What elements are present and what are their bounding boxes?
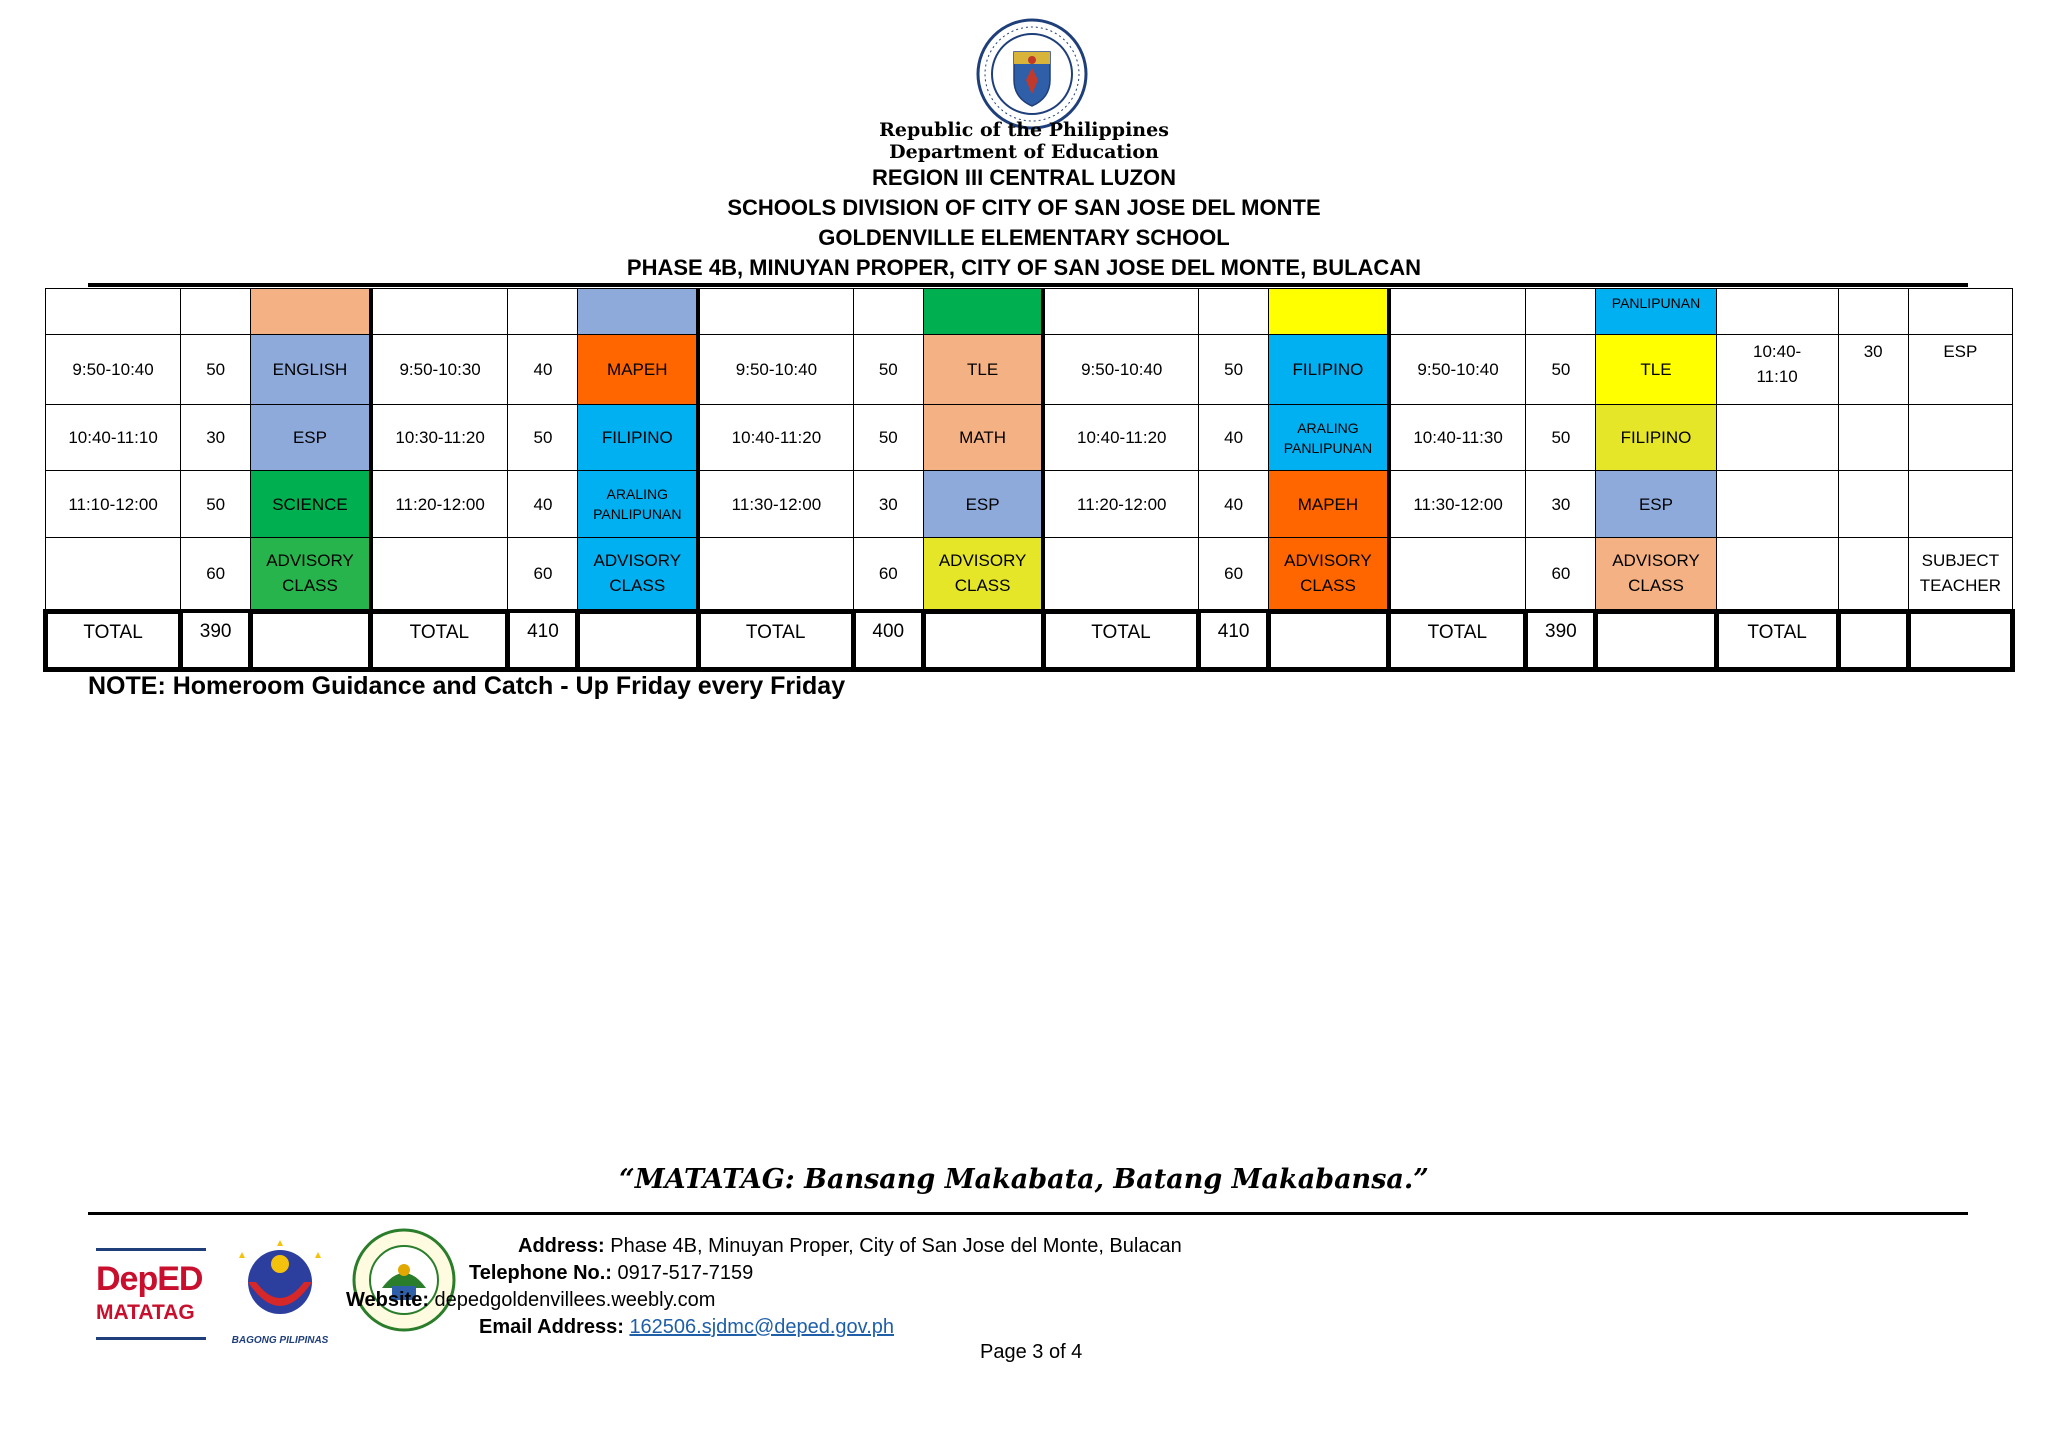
header-republic: Republic of the Philippines [879,119,1169,141]
table-cell [923,611,1043,669]
time-cell: 10:40-11:30 [1389,405,1526,471]
minutes-cell: 50 [508,405,578,471]
minutes-cell: 60 [1526,537,1596,611]
time-cell: 11:20-12:00 [371,471,508,537]
table-cell [46,537,181,611]
deped-seal-logo [976,18,1088,130]
subject-cell [923,289,1043,335]
minutes-cell: 60 [853,537,923,611]
deped-logo-text: DepED [96,1260,203,1298]
time-cell: 10:40-11:20 [1043,405,1198,471]
total-label: TOTAL [46,611,181,669]
header-school-name: GOLDENVILLE ELEMENTARY SCHOOL [818,225,1230,250]
footer-address [518,1233,1182,1259]
header-divider [88,283,1968,287]
subject-cell [251,289,371,335]
total-label: TOTAL [371,611,508,669]
minutes-cell: 60 [1199,537,1269,611]
subject-line-1: ADVISORY [1284,551,1372,571]
class-schedule-table [43,288,2015,672]
minutes-cell: 50 [1199,335,1269,405]
subject-cell: TLE [1596,335,1716,405]
subject-cell [1908,537,2012,611]
header-department: Department of Education [889,141,1159,163]
table-cell [1838,537,1908,611]
subject-cell [578,471,698,537]
header-school-address: PHASE 4B, MINUYAN PROPER, CITY OF SAN JOSE DEL MONTE, BULACAN [626,255,1422,280]
address-value: Phase 4B, Minuyan Proper, City of San Jose del Monte, Bulacan [610,1235,1182,1257]
total-value: 390 [1526,611,1596,669]
subject-cell [1269,405,1389,471]
subject-line-2: PANLIPUNAN [1283,439,1373,456]
table-cell [1908,289,2012,335]
subject-cell [578,289,698,335]
minutes-cell: 30 [853,471,923,537]
total-label: TOTAL [1389,611,1526,669]
subject-cell [1269,289,1389,335]
subject-line-2: CLASS [1628,576,1684,596]
table-cell [1716,537,1838,611]
subject-line-1: ADVISORY [938,551,1027,571]
subject-line-1: ADVISORY [266,551,354,571]
table-cell [1043,289,1198,335]
email-label: Email Address: [479,1316,624,1338]
minutes-cell: 50 [1526,335,1596,405]
subject-cell: MATH [923,405,1043,471]
table-cell [46,289,181,335]
table-row [46,335,2013,405]
subject-cell: ENGLISH [251,335,371,405]
subject-cell: MAPEH [578,335,698,405]
subject-cell [578,537,698,611]
subject-line-1: SUBJECT [1921,551,2000,571]
time-cell: 10:40-11:20 [698,405,853,471]
time-cell [1716,335,1838,405]
website-label: Website: [346,1289,429,1311]
table-cell [578,611,698,669]
deped-matatag-logo [96,1248,208,1358]
table-cell [1838,289,1908,335]
time-cell: 9:50-10:40 [698,335,853,405]
matatag-logo-text: MATATAG [96,1301,195,1324]
minutes-cell: 40 [508,471,578,537]
subject-cell [1269,537,1389,611]
subject-cell [1596,537,1716,611]
totals-row [46,611,2013,669]
time-cell: 11:30-12:00 [1389,471,1526,537]
subject-line-2: CLASS [1300,576,1356,596]
table-cell [1908,405,2012,471]
website-value: depedgoldenvillees.weebly.com [434,1289,716,1311]
address-label: Address: [518,1235,605,1257]
deped-motto: “MATATAG: Bansang Makabata, Batang Makabansa.” [619,1164,1429,1195]
bagong-logo-text: BAGONG PILIPINAS [231,1335,329,1346]
minutes-cell: 40 [1199,405,1269,471]
time-cell: 9:50-10:40 [46,335,181,405]
table-cell [371,289,508,335]
subject-cell: ESP [923,471,1043,537]
time-start: 10:40- [1753,342,1802,362]
total-value [1838,611,1908,669]
table-cell [1596,611,1716,669]
telephone-label: Telephone No.: [469,1262,612,1284]
total-label: TOTAL [1716,611,1838,669]
table-cell [251,611,371,669]
bagong-pilipinas-logo [222,1240,338,1352]
minutes-cell: 50 [853,405,923,471]
time-cell: 10:30-11:20 [371,405,508,471]
subject-cell: FILIPINO [1596,405,1716,471]
footer-website [346,1287,715,1313]
header-region: REGION III CENTRAL LUZON [872,165,1176,190]
subject-line-1: ADVISORY [1612,551,1700,571]
subject-cell: PANLIPUNAN [1596,289,1716,335]
telephone-value: 0917-517-7159 [617,1262,754,1284]
total-label: TOTAL [1043,611,1198,669]
footer-telephone [469,1260,753,1286]
table-cell [508,289,578,335]
time-cell: 11:10-12:00 [46,471,181,537]
minutes-cell: 30 [1526,471,1596,537]
minutes-cell: 30 [1838,335,1908,405]
subject-cell: ESP [251,405,371,471]
subject-cell: ESP [1596,471,1716,537]
time-cell: 11:20-12:00 [1043,471,1198,537]
minutes-cell: 40 [1199,471,1269,537]
minutes-cell: 50 [181,335,251,405]
table-row [46,289,2013,335]
table-cell [1526,289,1596,335]
table-cell [1389,537,1526,611]
table-cell [1043,537,1198,611]
table-cell [181,289,251,335]
table-cell [1908,471,2012,537]
table-cell [1838,405,1908,471]
table-cell [698,537,853,611]
table-cell [1908,611,2012,669]
subject-line-1: ADVISORY [593,551,682,571]
subject-line-1: ARALING [1297,419,1359,436]
table-cell [1269,611,1389,669]
minutes-cell: 60 [508,537,578,611]
table-cell [1716,405,1838,471]
subject-line-1: ARALING [606,486,669,503]
table-cell [698,289,853,335]
table-row [46,471,2013,537]
subject-line-2: CLASS [609,576,666,596]
subject-line-2: TEACHER [1919,576,2001,596]
subject-line-2: CLASS [282,576,338,596]
total-label: TOTAL [698,611,853,669]
page-number: Page 3 of 4 [980,1341,1083,1363]
subject-cell: TLE [923,335,1043,405]
table-row [46,537,2013,611]
total-value: 400 [853,611,923,669]
table-cell [1716,471,1838,537]
subject-line-2: PANLIPUNAN [593,506,682,523]
table-row [46,405,2013,471]
time-cell: 11:30-12:00 [698,471,853,537]
table-cell [371,537,508,611]
logo-bar [96,1337,206,1340]
footer-divider [88,1212,1968,1215]
subject-line-2: CLASS [954,576,1011,596]
minutes-cell: 60 [181,537,251,611]
minutes-cell: 50 [181,471,251,537]
total-value: 410 [508,611,578,669]
subject-cell [923,537,1043,611]
header-division: SCHOOLS DIVISION OF CITY OF SAN JOSE DEL MONTE [727,195,1321,220]
subject-cell [251,537,371,611]
table-cell [1389,289,1526,335]
table-cell [1716,289,1838,335]
minutes-cell: 50 [853,335,923,405]
time-cell: 9:50-10:40 [1043,335,1198,405]
total-value: 390 [181,611,251,669]
email-link[interactable]: 162506.sjdmc@deped.gov.ph [629,1316,894,1338]
subject-cell: MAPEH [1269,471,1389,537]
subject-cell: FILIPINO [578,405,698,471]
table-cell [853,289,923,335]
logo-bar [96,1248,206,1251]
minutes-cell: 50 [1526,405,1596,471]
table-cell [1199,289,1269,335]
schedule-note: NOTE: Homeroom Guidance and Catch - Up Friday every Friday [88,672,846,700]
subject-cell: ESP [1908,335,2012,405]
subject-cell: FILIPINO [1269,335,1389,405]
time-cell: 10:40-11:10 [46,405,181,471]
subject-cell: SCIENCE [251,471,371,537]
minutes-cell: 30 [181,405,251,471]
total-value: 410 [1199,611,1269,669]
table-cell [1838,471,1908,537]
school-seal-logo [352,1228,456,1332]
time-cell: 9:50-10:40 [1389,335,1526,405]
time-cell: 9:50-10:30 [371,335,508,405]
minutes-cell: 40 [508,335,578,405]
time-end: 11:10 [1756,367,1798,387]
footer-email [479,1314,894,1340]
